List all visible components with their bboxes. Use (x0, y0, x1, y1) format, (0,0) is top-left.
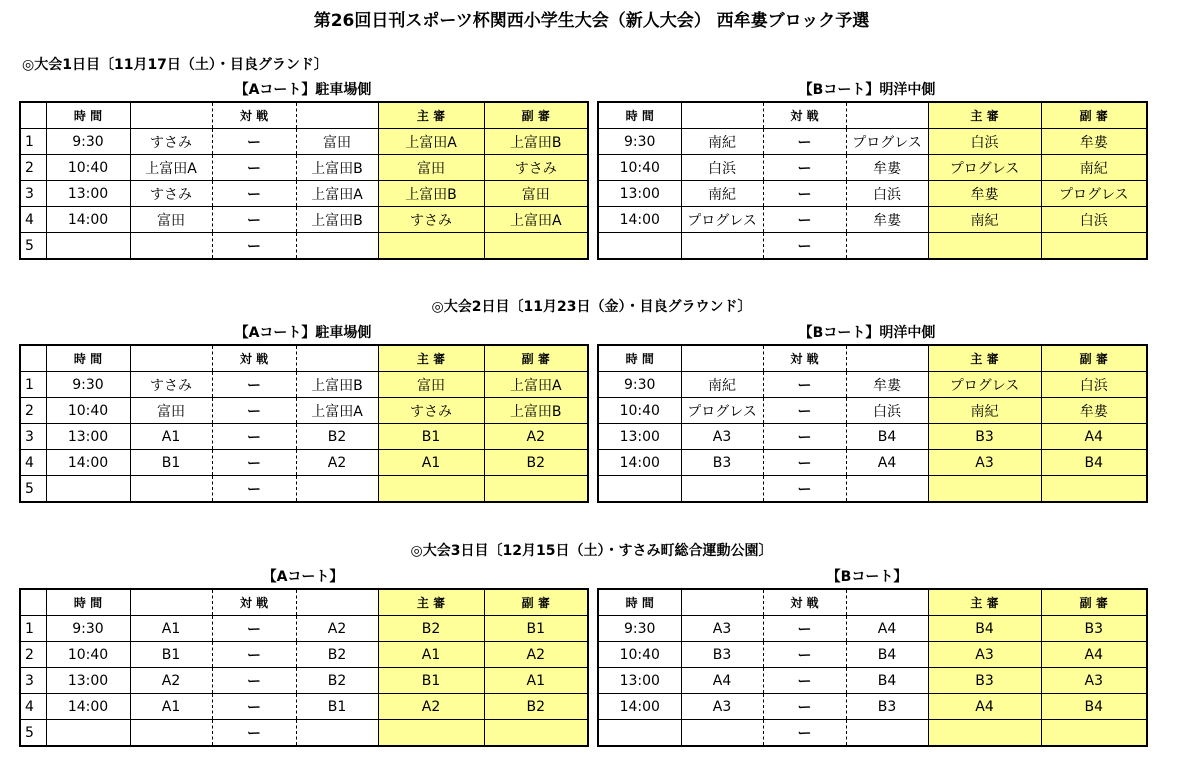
court-b-table (597, 344, 1148, 503)
versus-dash-cell: ー (763, 668, 846, 694)
team1-cell: B1 (130, 642, 212, 668)
header-team2-cell (846, 102, 928, 129)
header-team2-cell (296, 345, 378, 372)
versus-dash-cell: ー (212, 616, 296, 642)
header-sub-ref-cell: 副 審 (1041, 102, 1147, 129)
team2-cell: A2 (296, 616, 378, 642)
header-match-cell: 対 戦 (212, 102, 296, 129)
versus-dash-cell: ー (212, 720, 296, 747)
team2-cell: B1 (296, 694, 378, 720)
team2-cell: プログレス (846, 129, 928, 155)
main-referee-cell: プログレス (928, 372, 1041, 398)
sub-referee-cell: A2 (484, 424, 588, 450)
main-referee-cell: すさみ (378, 207, 484, 233)
header-sub-ref-cell: 副 審 (1041, 345, 1147, 372)
day-heading: ◎大会1日目〔11月17日（土）・目良グランド〕 (22, 57, 328, 73)
sub-referee-cell: 白浜 (1041, 372, 1147, 398)
table-row (20, 129, 588, 155)
team1-cell: A1 (130, 694, 212, 720)
match-number-cell: 1 (20, 372, 46, 398)
versus-dash-cell: ー (212, 694, 296, 720)
team2-cell: B4 (846, 642, 928, 668)
sub-referee-cell: プログレス (1041, 181, 1147, 207)
sub-referee-cell: B1 (484, 616, 588, 642)
versus-dash-cell: ー (763, 398, 846, 424)
match-number-cell: 5 (20, 720, 46, 747)
match-number-cell: 2 (20, 155, 46, 181)
court-b-heading: 【Bコート】 (826, 569, 908, 585)
versus-dash-cell: ー (212, 424, 296, 450)
header-number-cell (20, 345, 46, 372)
header-match-cell: 対 戦 (763, 345, 846, 372)
table-row (598, 155, 1147, 181)
header-match-cell: 対 戦 (212, 589, 296, 616)
team2-cell: B2 (296, 424, 378, 450)
sub-referee-cell: B3 (1041, 616, 1147, 642)
team2-cell: 上富田B (296, 155, 378, 181)
team1-cell: A3 (681, 424, 763, 450)
match-number-cell: 2 (20, 642, 46, 668)
sub-referee-cell: B2 (484, 694, 588, 720)
match-number-cell: 4 (20, 207, 46, 233)
time-cell (46, 233, 130, 260)
header-time-cell: 時 間 (46, 102, 130, 129)
table-row (598, 398, 1147, 424)
versus-dash-cell: ー (763, 450, 846, 476)
table-header-row (20, 589, 588, 616)
header-main-ref-cell: 主 審 (928, 589, 1041, 616)
main-referee-cell (378, 233, 484, 260)
team1-cell (130, 476, 212, 503)
table-row (598, 450, 1147, 476)
team1-cell: すさみ (130, 129, 212, 155)
time-cell: 10:40 (598, 398, 681, 424)
header-main-ref-cell: 主 審 (378, 345, 484, 372)
match-number-cell: 4 (20, 450, 46, 476)
header-match-cell: 対 戦 (212, 345, 296, 372)
team2-cell (846, 720, 928, 747)
team1-cell: A2 (130, 668, 212, 694)
versus-dash-cell: ー (212, 642, 296, 668)
team1-cell: A3 (681, 616, 763, 642)
header-time-cell: 時 間 (598, 589, 681, 616)
court-b-table (597, 101, 1148, 260)
team1-cell: A4 (681, 668, 763, 694)
versus-dash-cell: ー (212, 398, 296, 424)
table-row (598, 424, 1147, 450)
time-cell (598, 720, 681, 747)
versus-dash-cell: ー (763, 424, 846, 450)
table-row (598, 181, 1147, 207)
sub-referee-cell: B4 (1041, 694, 1147, 720)
team2-cell: 白浜 (846, 398, 928, 424)
versus-dash-cell: ー (763, 476, 846, 503)
table-row (598, 642, 1147, 668)
main-referee-cell: 南紀 (928, 207, 1041, 233)
versus-dash-cell: ー (212, 233, 296, 260)
versus-dash-cell: ー (763, 694, 846, 720)
match-number-cell: 3 (20, 668, 46, 694)
document-title: 第26回日刊スポーツ杯関西小学生大会（新人大会） 西牟婁ブロック予選 (313, 11, 870, 31)
time-cell (46, 476, 130, 503)
court-a-heading: 【Aコート】駐車場側 (234, 82, 372, 98)
main-referee-cell: B2 (378, 616, 484, 642)
table-header-row (598, 102, 1147, 129)
versus-dash-cell: ー (763, 181, 846, 207)
main-referee-cell: B1 (378, 668, 484, 694)
team2-cell (846, 476, 928, 503)
sub-referee-cell (1041, 476, 1147, 503)
table-row (598, 616, 1147, 642)
team2-cell: 上富田A (296, 398, 378, 424)
court-a-heading: 【Aコート】 (262, 569, 344, 585)
table-row (20, 207, 588, 233)
table-row (20, 398, 588, 424)
team1-cell: プログレス (681, 207, 763, 233)
main-referee-cell (928, 720, 1041, 747)
time-cell: 14:00 (598, 450, 681, 476)
table-row (20, 181, 588, 207)
team1-cell (681, 720, 763, 747)
team1-cell: B3 (681, 450, 763, 476)
versus-dash-cell: ー (212, 129, 296, 155)
header-time-cell: 時 間 (46, 345, 130, 372)
sub-referee-cell (1041, 720, 1147, 747)
court-a-heading: 【Aコート】駐車場側 (234, 325, 372, 341)
versus-dash-cell: ー (212, 668, 296, 694)
team2-cell: B2 (296, 642, 378, 668)
time-cell: 13:00 (46, 668, 130, 694)
versus-dash-cell: ー (763, 372, 846, 398)
team2-cell: B2 (296, 668, 378, 694)
versus-dash-cell: ー (763, 233, 846, 260)
versus-dash-cell: ー (763, 642, 846, 668)
table-row (598, 372, 1147, 398)
table-header-row (598, 589, 1147, 616)
header-sub-ref-cell: 副 審 (484, 589, 588, 616)
team1-cell: B1 (130, 450, 212, 476)
team2-cell (296, 720, 378, 747)
team1-cell (681, 476, 763, 503)
court-b-table (597, 588, 1148, 747)
versus-dash-cell: ー (763, 129, 846, 155)
header-team2-cell (846, 589, 928, 616)
header-team2-cell (296, 589, 378, 616)
header-main-ref-cell: 主 審 (378, 589, 484, 616)
team2-cell (846, 233, 928, 260)
team1-cell: B3 (681, 642, 763, 668)
versus-dash-cell: ー (212, 207, 296, 233)
main-referee-cell: A1 (378, 450, 484, 476)
sub-referee-cell (484, 476, 588, 503)
header-team2-cell (846, 345, 928, 372)
time-cell: 9:30 (46, 372, 130, 398)
versus-dash-cell: ー (763, 207, 846, 233)
team1-cell: A1 (130, 616, 212, 642)
team1-cell: 白浜 (681, 155, 763, 181)
header-sub-ref-cell: 副 審 (1041, 589, 1147, 616)
match-number-cell: 2 (20, 398, 46, 424)
team1-cell: 南紀 (681, 129, 763, 155)
main-referee-cell: A3 (928, 450, 1041, 476)
versus-dash-cell: ー (763, 155, 846, 181)
sub-referee-cell: すさみ (484, 155, 588, 181)
main-referee-cell: A2 (378, 694, 484, 720)
sub-referee-cell: 白浜 (1041, 207, 1147, 233)
sub-referee-cell: A4 (1041, 424, 1147, 450)
main-referee-cell: 牟婁 (928, 181, 1041, 207)
header-match-cell: 対 戦 (763, 102, 846, 129)
sub-referee-cell: 牟婁 (1041, 129, 1147, 155)
team1-cell (130, 233, 212, 260)
time-cell: 13:00 (46, 181, 130, 207)
sub-referee-cell: A3 (1041, 668, 1147, 694)
table-row (20, 233, 588, 260)
table-row (20, 424, 588, 450)
team2-cell: 白浜 (846, 181, 928, 207)
table-row (20, 720, 588, 747)
versus-dash-cell: ー (212, 476, 296, 503)
header-main-ref-cell: 主 審 (378, 102, 484, 129)
team2-cell: 上富田B (296, 372, 378, 398)
header-team1-cell (130, 345, 212, 372)
time-cell: 13:00 (598, 668, 681, 694)
court-a-table (19, 101, 589, 260)
header-team1-cell (681, 589, 763, 616)
team2-cell: 牟婁 (846, 372, 928, 398)
team2-cell: A2 (296, 450, 378, 476)
versus-dash-cell: ー (212, 450, 296, 476)
sub-referee-cell: B4 (1041, 450, 1147, 476)
time-cell: 9:30 (46, 616, 130, 642)
sub-referee-cell: A2 (484, 642, 588, 668)
header-sub-ref-cell: 副 審 (484, 345, 588, 372)
day-heading: ◎大会2日目〔11月23日（金）・目良グラウンド〕 (431, 299, 752, 315)
main-referee-cell: B3 (928, 668, 1041, 694)
sub-referee-cell: 牟婁 (1041, 398, 1147, 424)
time-cell: 14:00 (46, 694, 130, 720)
time-cell: 10:40 (46, 398, 130, 424)
table-row (598, 694, 1147, 720)
match-number-cell: 5 (20, 233, 46, 260)
main-referee-cell: A3 (928, 642, 1041, 668)
table-row (20, 155, 588, 181)
versus-dash-cell: ー (212, 155, 296, 181)
time-cell: 9:30 (598, 616, 681, 642)
main-referee-cell: 富田 (378, 372, 484, 398)
team1-cell: 富田 (130, 207, 212, 233)
main-referee-cell: B4 (928, 616, 1041, 642)
team2-cell: B4 (846, 668, 928, 694)
header-main-ref-cell: 主 審 (928, 345, 1041, 372)
match-number-cell: 1 (20, 616, 46, 642)
team1-cell: すさみ (130, 372, 212, 398)
sub-referee-cell: B2 (484, 450, 588, 476)
day-heading: ◎大会3日目〔12月15日（土）・すさみ町総合運動公園〕 (410, 543, 773, 559)
table-row (20, 476, 588, 503)
main-referee-cell: B3 (928, 424, 1041, 450)
time-cell: 14:00 (598, 207, 681, 233)
time-cell: 10:40 (46, 155, 130, 181)
sub-referee-cell (484, 233, 588, 260)
table-row (20, 642, 588, 668)
court-a-table (19, 588, 589, 747)
time-cell (46, 720, 130, 747)
team1-cell: A3 (681, 694, 763, 720)
team2-cell: 上富田B (296, 207, 378, 233)
team1-cell (681, 233, 763, 260)
main-referee-cell (378, 476, 484, 503)
team1-cell: 南紀 (681, 181, 763, 207)
time-cell: 9:30 (598, 129, 681, 155)
team2-cell (296, 233, 378, 260)
versus-dash-cell: ー (763, 720, 846, 747)
team1-cell: 富田 (130, 398, 212, 424)
time-cell (598, 233, 681, 260)
table-row (598, 233, 1147, 260)
time-cell: 10:40 (46, 642, 130, 668)
header-team1-cell (681, 345, 763, 372)
time-cell: 9:30 (46, 129, 130, 155)
header-number-cell (20, 102, 46, 129)
table-row (598, 720, 1147, 747)
team1-cell (130, 720, 212, 747)
header-main-ref-cell: 主 審 (928, 102, 1041, 129)
header-number-cell (20, 589, 46, 616)
team1-cell: プログレス (681, 398, 763, 424)
team2-cell: 上富田A (296, 181, 378, 207)
header-team1-cell (681, 102, 763, 129)
table-header-row (20, 345, 588, 372)
team2-cell: A4 (846, 616, 928, 642)
header-team1-cell (130, 102, 212, 129)
main-referee-cell: 上富田B (378, 181, 484, 207)
court-b-heading: 【Bコート】明洋中側 (798, 325, 936, 341)
versus-dash-cell: ー (212, 181, 296, 207)
table-row (20, 694, 588, 720)
main-referee-cell: A1 (378, 642, 484, 668)
table-row (598, 207, 1147, 233)
time-cell: 13:00 (598, 181, 681, 207)
header-sub-ref-cell: 副 審 (484, 102, 588, 129)
table-row (20, 616, 588, 642)
header-match-cell: 対 戦 (763, 589, 846, 616)
sub-referee-cell: 南紀 (1041, 155, 1147, 181)
table-header-row (598, 345, 1147, 372)
main-referee-cell (928, 476, 1041, 503)
match-number-cell: 1 (20, 129, 46, 155)
time-cell (598, 476, 681, 503)
court-b-heading: 【Bコート】明洋中側 (798, 82, 936, 98)
header-team2-cell (296, 102, 378, 129)
team2-cell (296, 476, 378, 503)
match-number-cell: 4 (20, 694, 46, 720)
time-cell: 14:00 (598, 694, 681, 720)
team2-cell: 富田 (296, 129, 378, 155)
team2-cell: 牟婁 (846, 155, 928, 181)
time-cell: 13:00 (598, 424, 681, 450)
match-number-cell: 3 (20, 181, 46, 207)
team1-cell: 南紀 (681, 372, 763, 398)
table-row (20, 450, 588, 476)
court-a-table (19, 344, 589, 503)
main-referee-cell: 上富田A (378, 129, 484, 155)
sub-referee-cell: A4 (1041, 642, 1147, 668)
main-referee-cell: すさみ (378, 398, 484, 424)
sub-referee-cell (484, 720, 588, 747)
main-referee-cell: 白浜 (928, 129, 1041, 155)
team1-cell: A1 (130, 424, 212, 450)
main-referee-cell (378, 720, 484, 747)
header-time-cell: 時 間 (598, 345, 681, 372)
header-team1-cell (130, 589, 212, 616)
versus-dash-cell: ー (763, 616, 846, 642)
sub-referee-cell: 上富田A (484, 372, 588, 398)
team2-cell: 牟婁 (846, 207, 928, 233)
team2-cell: B4 (846, 424, 928, 450)
sub-referee-cell (1041, 233, 1147, 260)
sub-referee-cell: 上富田A (484, 207, 588, 233)
sub-referee-cell: 上富田B (484, 129, 588, 155)
header-time-cell: 時 間 (46, 589, 130, 616)
table-header-row (20, 102, 588, 129)
sub-referee-cell: 上富田B (484, 398, 588, 424)
time-cell: 14:00 (46, 450, 130, 476)
main-referee-cell: 富田 (378, 155, 484, 181)
time-cell: 14:00 (46, 207, 130, 233)
header-time-cell: 時 間 (598, 102, 681, 129)
table-row (598, 129, 1147, 155)
table-row (598, 476, 1147, 503)
main-referee-cell: プログレス (928, 155, 1041, 181)
time-cell: 13:00 (46, 424, 130, 450)
table-row (20, 372, 588, 398)
sub-referee-cell: 富田 (484, 181, 588, 207)
time-cell: 10:40 (598, 642, 681, 668)
time-cell: 9:30 (598, 372, 681, 398)
match-number-cell: 3 (20, 424, 46, 450)
sub-referee-cell: A1 (484, 668, 588, 694)
main-referee-cell (928, 233, 1041, 260)
versus-dash-cell: ー (212, 372, 296, 398)
main-referee-cell: A4 (928, 694, 1041, 720)
team1-cell: すさみ (130, 181, 212, 207)
main-referee-cell: B1 (378, 424, 484, 450)
match-number-cell: 5 (20, 476, 46, 503)
table-row (598, 668, 1147, 694)
time-cell: 10:40 (598, 155, 681, 181)
team2-cell: B3 (846, 694, 928, 720)
team1-cell: 上富田A (130, 155, 212, 181)
team2-cell: A4 (846, 450, 928, 476)
table-row (20, 668, 588, 694)
main-referee-cell: 南紀 (928, 398, 1041, 424)
